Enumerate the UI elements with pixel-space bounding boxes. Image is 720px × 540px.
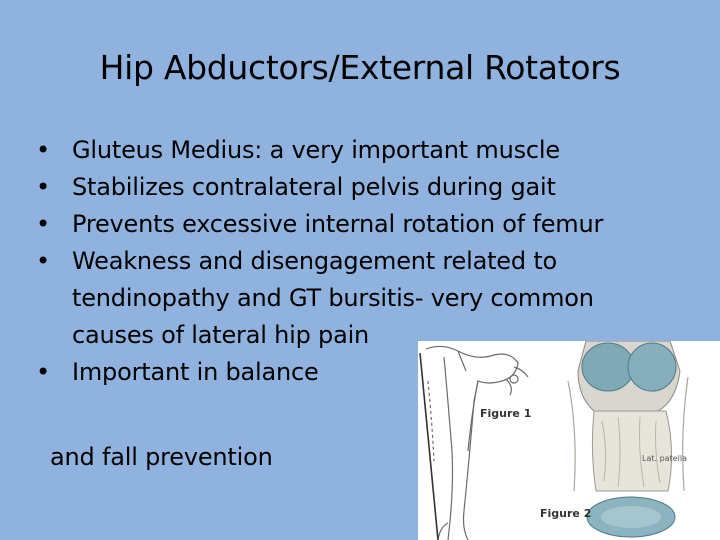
lat-patella-label: Lat. patella xyxy=(642,454,687,463)
bullet-item: • Prevents excessive internal rotation of femur xyxy=(36,206,696,243)
bullet-item: • Weakness and disengagement related to tendinopathy and GT bursitis- very common causes of lateral hip pain xyxy=(36,243,672,354)
bullet-item: • Important in balance xyxy=(36,354,696,391)
bullet-item: • Gluteus Medius: a very important muscle xyxy=(36,132,696,169)
bullet-item: • Stabilizes contralateral pelvis during gait xyxy=(36,169,696,206)
femur-drawing xyxy=(420,346,528,540)
figure-1-label: Figure 1 xyxy=(480,407,532,420)
bullet-continuation: and fall prevention xyxy=(50,443,273,471)
anatomy-figure-image xyxy=(418,341,720,540)
slide-title: Hip Abductors/External Rotators xyxy=(99,48,621,87)
figure-2-label: Figure 2 xyxy=(540,507,592,520)
anatomy-illustration xyxy=(418,341,720,540)
